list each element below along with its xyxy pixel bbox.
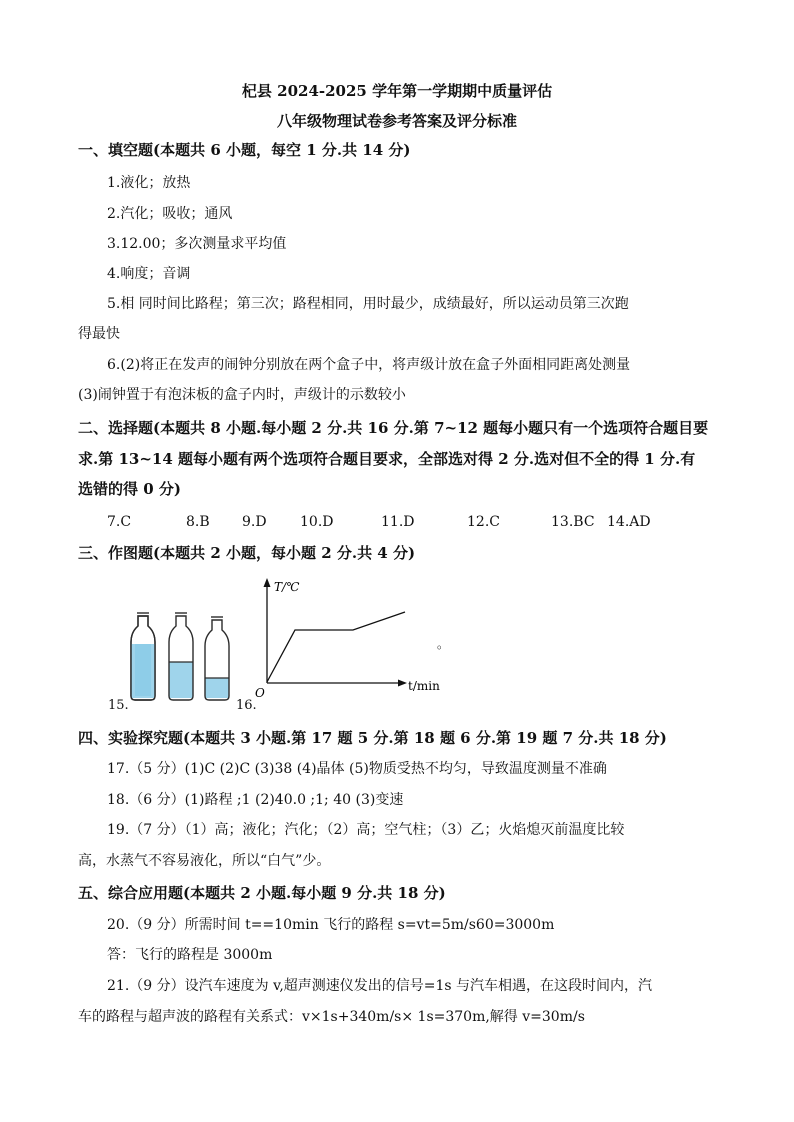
choice-answer: 9.D — [242, 514, 267, 530]
section2-heading-line3: 选错的得 0 分) — [78, 480, 181, 498]
choice-answer: 7.C — [107, 514, 132, 530]
bottles-figure — [125, 610, 235, 702]
choice-answer: 10.D — [300, 514, 334, 530]
answer-q20-line1: 20.（9 分）所需时间 t==10min 飞行的路程 s=vt=5m/s60=3000m — [107, 917, 555, 933]
choice-answer: 14.AD — [607, 514, 651, 530]
answer-q6-line2: (3)闹钟置于有泡沫板的盒子内时，声级计的示数较小 — [78, 387, 406, 403]
heating-curve — [267, 612, 405, 682]
section3-heading: 三、作图题(本题共 2 小题，每小题 2 分.共 4 分) — [78, 544, 416, 562]
answer-q20-line2: 答：飞行的路程是 3000m — [107, 947, 273, 963]
answer-q6-line1: 6.(2)将正在发声的闹钟分别放在两个盒子中，将声级计放在盒子外面相同距离处测量 — [107, 357, 631, 373]
answer-q21-line2: 车的路程与超声波的路程有关系式：v×1s+340m/s× 1s=370m,解得 v=30m/s — [78, 1009, 585, 1025]
answer-q4: 4.响度；音调 — [107, 266, 191, 282]
choice-answer: 12.C — [467, 514, 500, 530]
y-axis-arrow — [264, 578, 271, 587]
choice-answer: 13.BC — [551, 514, 595, 530]
bottle-2 — [169, 613, 193, 700]
y-axis-label: T/℃ — [274, 580, 300, 594]
answer-q5-line2: 得最快 — [78, 326, 120, 342]
answer-q19-line1: 19.（7 分）（1）高；液化；汽化；（2）高；空气柱；（3）乙；火焰熄灭前温度比较 — [107, 822, 625, 838]
section2-heading-line1: 二、选择题(本题共 8 小题.每小题 2 分.共 16 分.第 7~12 题每小题只有一个选项符合题目要 — [78, 419, 709, 437]
choice-answer: 8.B — [186, 514, 210, 530]
answer-q19-line2: 高，水蒸气不容易液化，所以“白气”少。 — [78, 853, 331, 869]
answer-q2: 2.汽化；吸收；通风 — [107, 206, 233, 222]
document-title: 杞县 2024-2025 学年第一学期期中质量评估 — [241, 82, 553, 100]
bottle-3 — [205, 617, 229, 700]
section1-heading: 一、填空题(本题共 6 小题，每空 1 分.共 14 分) — [78, 141, 411, 159]
section2-heading-line2: 求.第 13~14 题每小题有两个选项符合题目要求，全部选对得 2 分.选对但不全的得 1 分.有 — [78, 450, 696, 468]
graph-note: 。 — [437, 637, 450, 651]
x-axis-arrow — [398, 680, 407, 687]
answer-q3: 3.12.00；多次测量求平均值 — [107, 236, 287, 252]
origin-label: O — [255, 686, 265, 700]
answer-q1: 1.液化；放热 — [107, 175, 191, 191]
answer-q5-line1: 5.相 同时间比路程；第三次；路程相同，用时最少，成绩最好，所以运动员第三次跑 — [107, 296, 629, 312]
answer-q18: 18.（6 分）(1)路程 ;1 (2)40.0 ;1; 40 (3)变速 — [107, 792, 404, 808]
temperature-time-graph — [250, 575, 450, 700]
bottle-1 — [131, 613, 155, 700]
section4-heading: 四、实验探究题(本题共 3 小题.第 17 题 5 分.第 18 题 6 分.第 19 题 7 分.共 18 分) — [78, 729, 667, 747]
figure-16-label: 16. — [236, 698, 257, 713]
document-subtitle: 八年级物理试卷参考答案及评分标准 — [276, 112, 517, 130]
figure-15-label: 15. — [108, 698, 129, 713]
section5-heading: 五、综合应用题(本题共 2 小题.每小题 9 分.共 18 分) — [78, 884, 446, 902]
answer-q21-line1: 21.（9 分）设汽车速度为 v,超声测速仪发出的信号=1s 与汽车相遇，在这段时间内，汽 — [107, 978, 653, 994]
choice-answer: 11.D — [381, 514, 415, 530]
answer-q17: 17.（5 分）(1)C (2)C (3)38 (4)晶体 (5)物质受热不均匀，导致温度测量不准确 — [107, 761, 607, 777]
x-axis-label: t/min — [408, 679, 440, 693]
